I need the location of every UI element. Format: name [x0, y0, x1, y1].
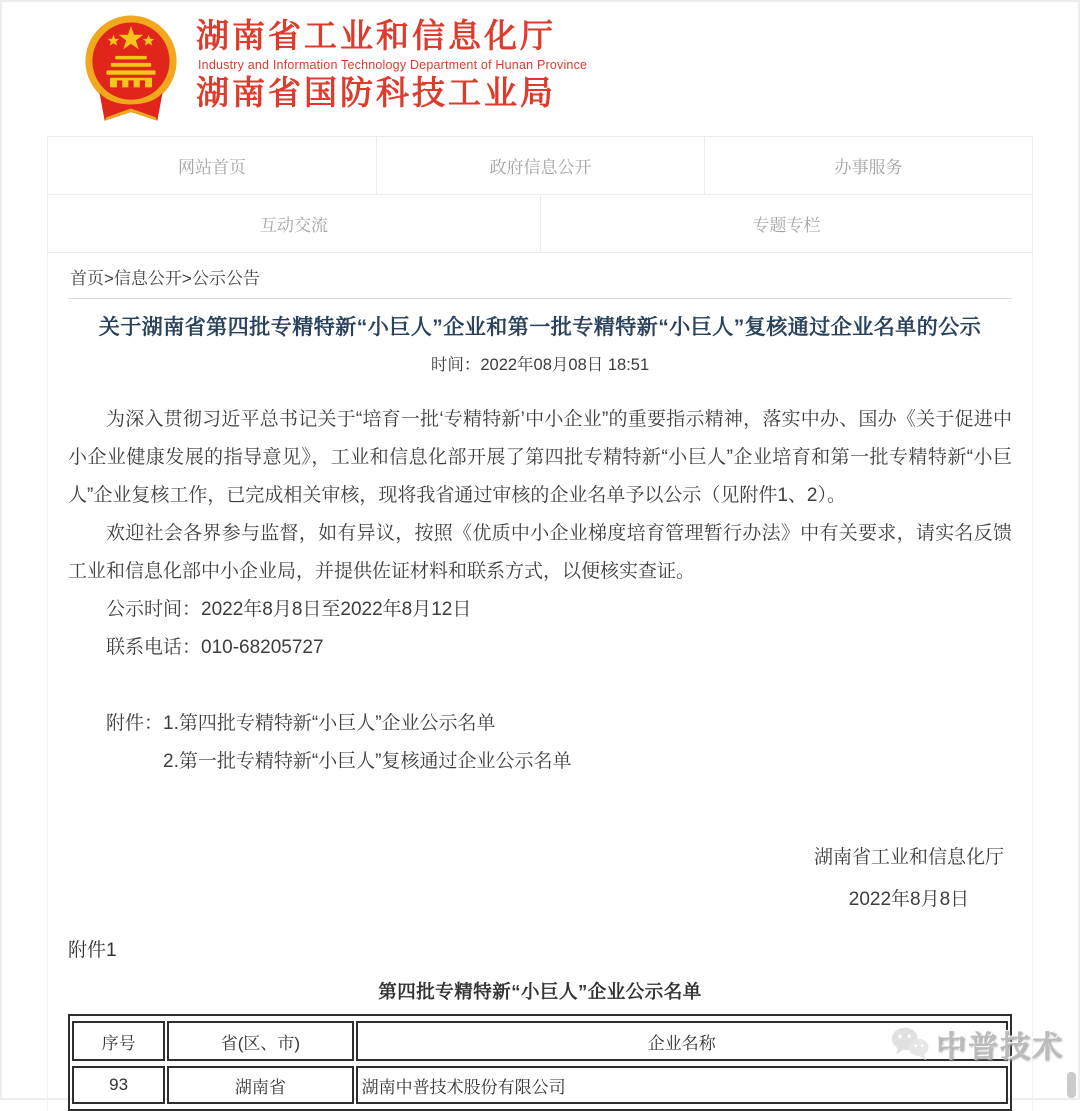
paragraph-2: 欢迎社会各界参与监督，如有异议，按照《优质中小企业梯度培育管理暂行办法》中有关要求，请实名反馈工业和信息化部中小企业局，并提供佐证材料和联系方式，以便核实查证。: [68, 523, 1012, 582]
org-name-en: Industry and Information Technology Department of Hunan Province: [198, 57, 588, 72]
paragraph-1: 为深入贯彻习近平总书记关于“培育一批‘专精特新’中小企业”的重要指示精神，落实中办、国办《关于促进中小企业健康发展的指导意见》，工业和信息化部开展了第四批专精特新“小巨人”企业培育和第一批专精特新“小巨人”企业复核工作，已完成相关审核，现将我省通过审核的企业名单予以公示（见附件1、2）。: [68, 409, 1012, 506]
attachment-link-1[interactable]: 1.第四批专精特新“小巨人”企业公示名单: [163, 713, 496, 734]
content-area: [47, 253, 1033, 1111]
column-header-company: 企业名称: [356, 1021, 1008, 1061]
cell-index: 93: [72, 1066, 165, 1104]
org-name-cn: 湖南省工业和信息化厅: [196, 17, 556, 54]
attachment1-table: [68, 1014, 1012, 1111]
attachment-link-2[interactable]: 2.第一批专精特新“小巨人”复核通过企业公示名单: [163, 751, 572, 772]
nav-row-1: [47, 136, 1033, 194]
watermark: [889, 1022, 1064, 1066]
table-title: 第四批专精特新“小巨人”企业公示名单: [378, 981, 702, 1002]
nav-item-home[interactable]: 网站首页: [48, 137, 376, 194]
signature-org: 湖南省工业和信息化厅: [813, 847, 1004, 868]
main-nav: [47, 136, 1033, 253]
publish-time: 时间：2022年08月08日 18:51: [430, 356, 650, 374]
wechat-icon: [889, 1025, 931, 1063]
nav-item-interaction[interactable]: 互动交流: [48, 195, 540, 252]
attachments-block: [68, 705, 1012, 781]
nav-item-gov-info[interactable]: 政府信息公开: [376, 137, 704, 194]
breadcrumb[interactable]: 首页>信息公开>公示公告: [68, 253, 1012, 299]
org-text-block: [196, 12, 587, 112]
nav-item-services[interactable]: 办事服务: [704, 137, 1032, 194]
contact-phone-line: 联系电话：010-68205727: [106, 637, 324, 658]
org-name-cn2: 湖南省国防科技工业局: [196, 73, 556, 111]
cell-province: 湖南省: [167, 1066, 353, 1104]
signature-block: [814, 837, 1004, 921]
site-header: [2, 2, 1078, 132]
nav-row-2: [47, 194, 1033, 253]
signature-date: 2022年8月8日: [848, 889, 970, 910]
column-header-index: 序号: [72, 1021, 165, 1061]
nav-item-special-columns[interactable]: 专题专栏: [540, 195, 1032, 252]
national-emblem-logo: [78, 12, 184, 126]
cell-company: 湖南中普技术股份有限公司: [356, 1066, 1008, 1104]
notice-time-line: 公示时间：2022年8月8日至2022年8月12日: [106, 599, 472, 620]
attachments-label: 附件：: [106, 713, 164, 734]
scrollbar-thumb[interactable]: [1067, 1072, 1076, 1098]
column-header-province: 省(区、市): [167, 1021, 353, 1061]
attachment1-label: 附件1: [68, 940, 117, 961]
table-row: [72, 1066, 1008, 1104]
article-title: 关于湖南省第四批专精特新“小巨人”企业和第一批专精特新“小巨人”复核通过企业名单的公示: [98, 316, 982, 339]
table-header-row: [72, 1021, 1008, 1061]
watermark-text: 中普技术: [936, 1031, 1064, 1064]
article-body: [68, 401, 1012, 1111]
